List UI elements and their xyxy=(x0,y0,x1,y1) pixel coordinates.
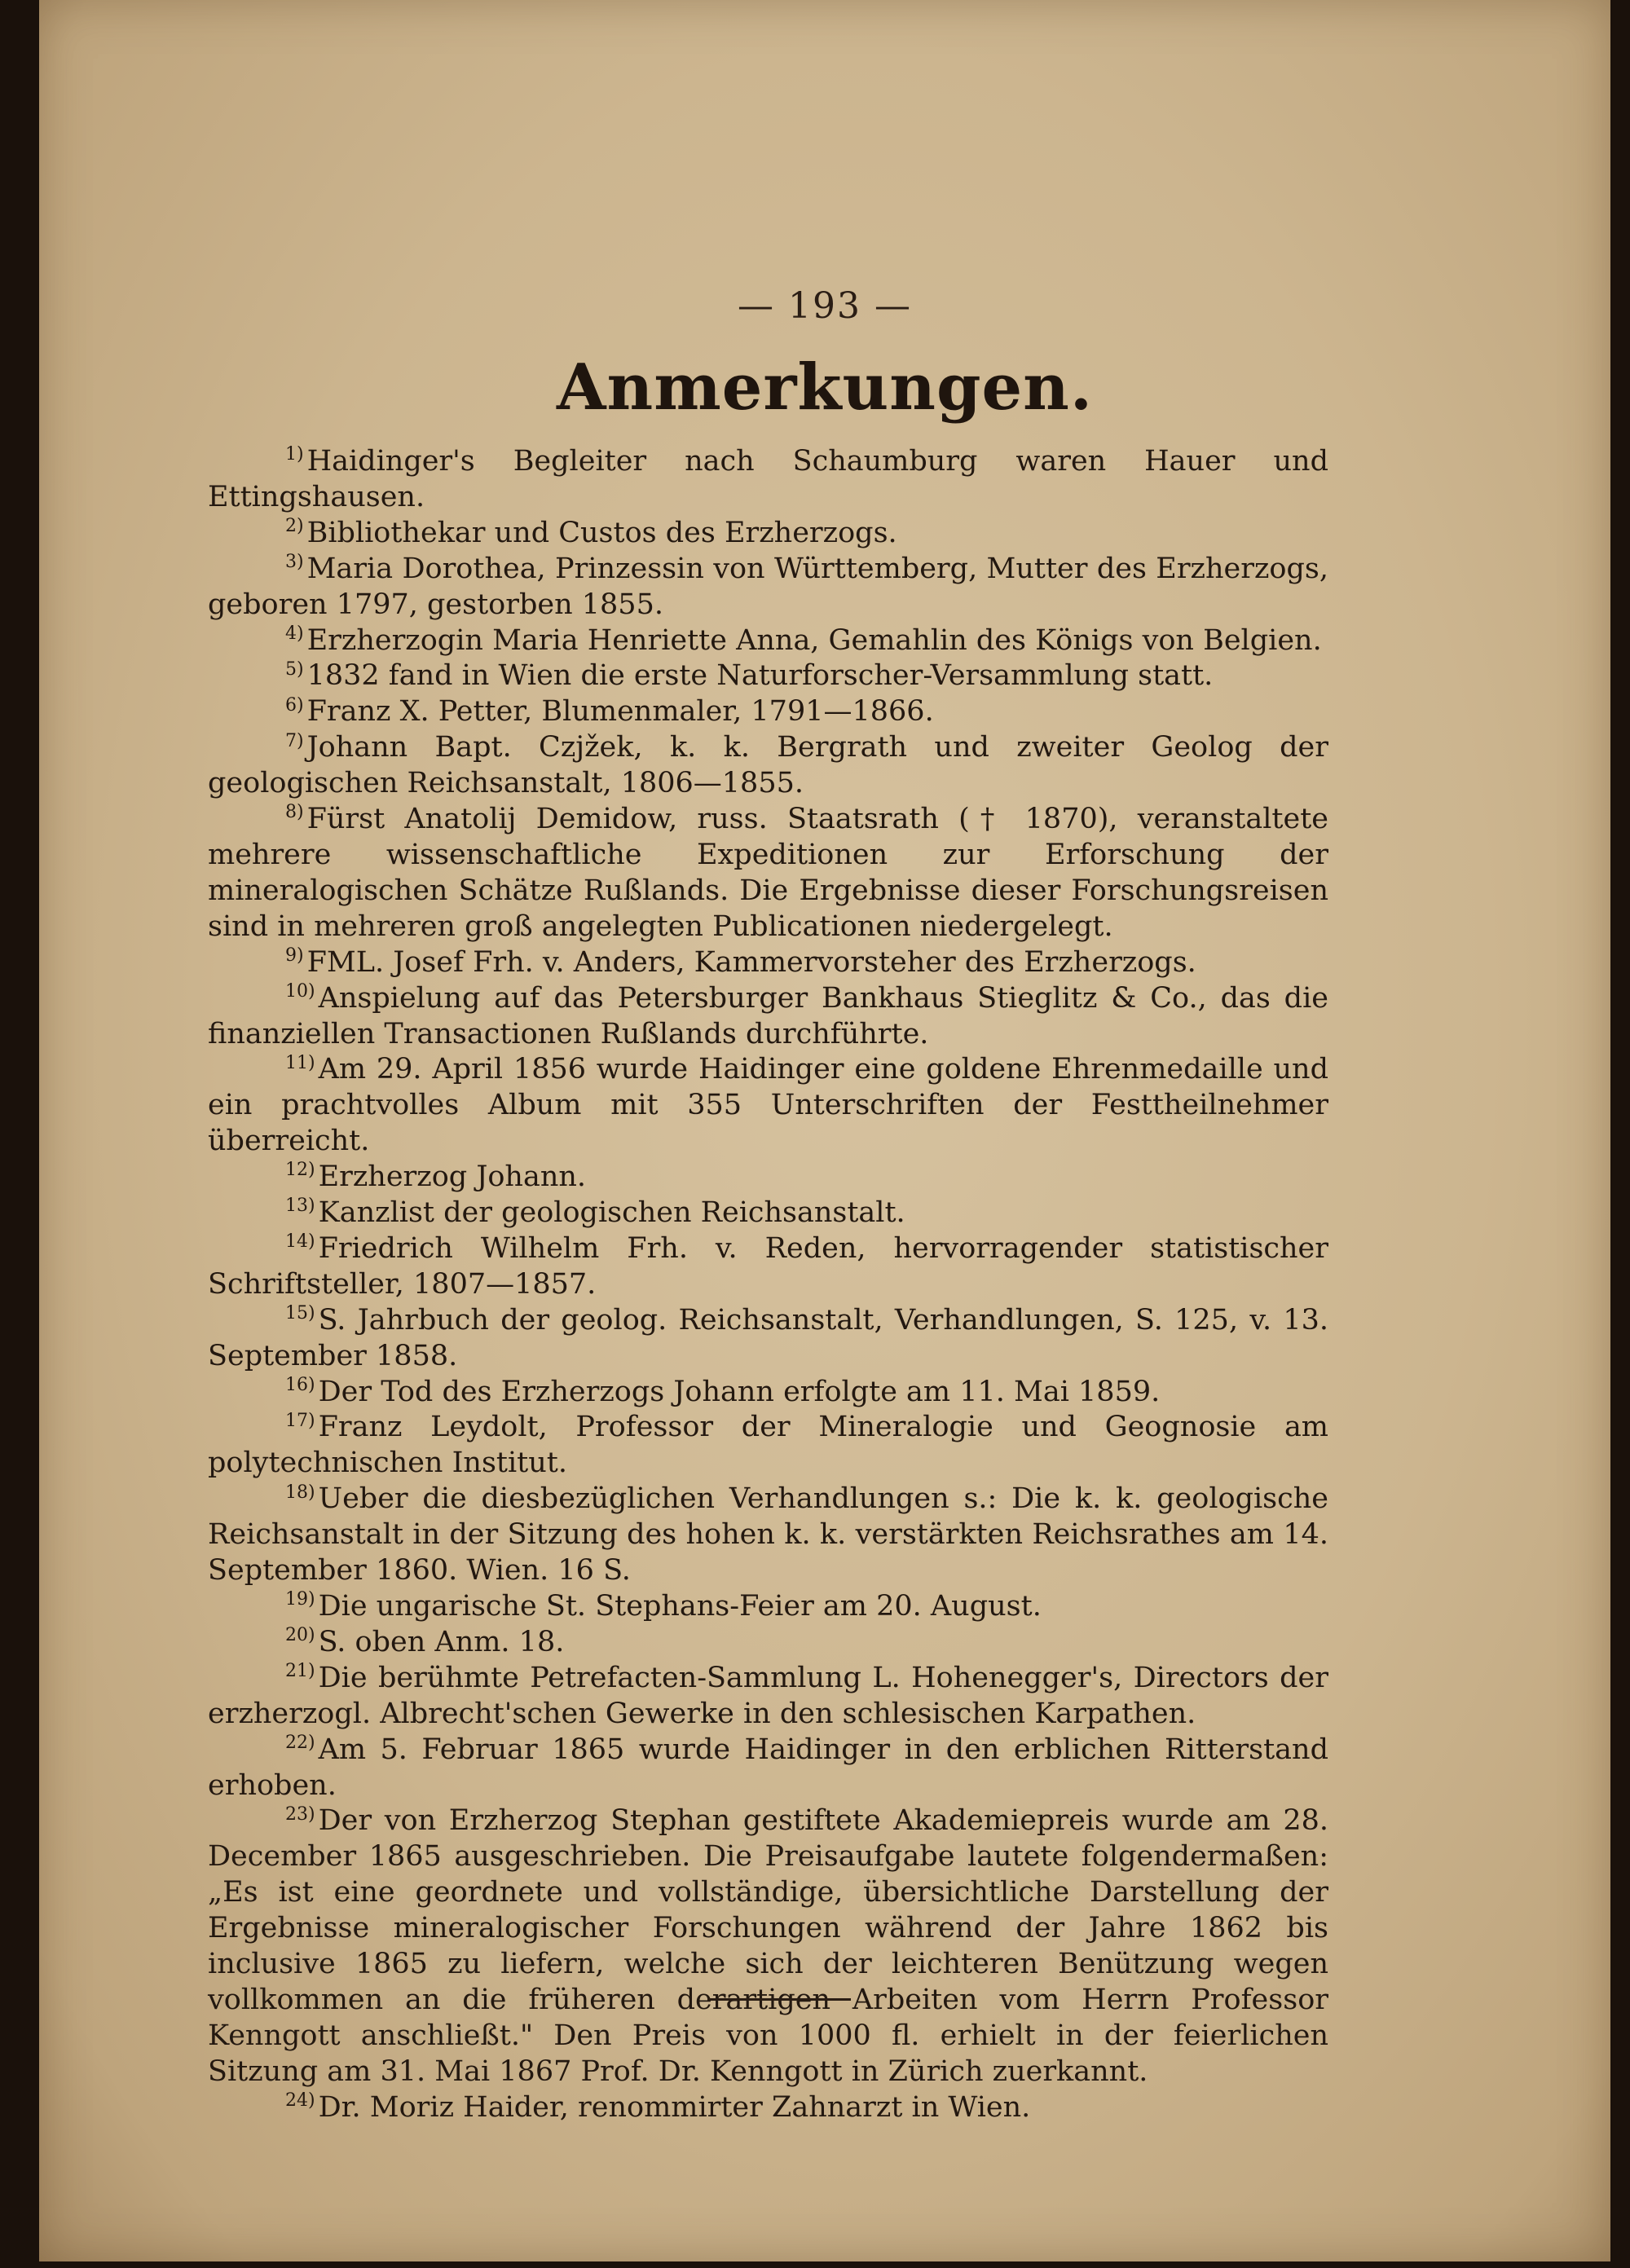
note-text: FML. Josef Frh. v. Anders, Kammervorsteher des Erzherzogs. xyxy=(306,945,1196,979)
note-marker: 19) xyxy=(285,1589,315,1610)
note-text: Erzherzogin Maria Henriette Anna, Gemahlin des Königs von Belgien. xyxy=(306,623,1322,657)
note-text: Friedrich Wilhelm Frh. v. Reden, hervorragender statistischer Schriftsteller, 1807—1857. xyxy=(208,1231,1328,1301)
note-2 xyxy=(208,516,1328,552)
note-text: S. oben Anm. 18. xyxy=(318,1625,565,1658)
note-22 xyxy=(208,1733,1328,1804)
note-text: Ueber die diesbezüglichen Verhandlungen s.: Die k. k. geologische Reichsanstalt in der Sitzung des hohen k. k. verstärkten Reichsrathes am 14. September 1860. Wien. 16 S. xyxy=(208,1482,1328,1588)
note-marker: 7) xyxy=(285,730,304,751)
note-marker: 2) xyxy=(285,516,304,537)
note-text: Franz Leydolt, Professor der Mineralogie und Geognosie am polytechnischen Institut. xyxy=(208,1411,1328,1480)
note-marker: 14) xyxy=(285,1231,315,1253)
note-text: Fürst Anatolij Demidow, russ. Staatsrath († 1870), veranstaltete mehrere wissenschaftliche Expeditionen zur Erforschung der mineralogischen Schätze Rußlands. Die Ergebnisse dieser Forschungsreisen sind in mehreren groß angelegten Publicationen niedergelegt. xyxy=(208,803,1328,943)
note-marker: 9) xyxy=(285,945,304,967)
note-text: Der Tod des Erzherzogs Johann erfolgte am 11. Mai 1859. xyxy=(318,1375,1161,1408)
note-9 xyxy=(208,945,1328,981)
note-8 xyxy=(208,802,1328,945)
note-marker: 15) xyxy=(285,1303,315,1324)
note-14 xyxy=(208,1231,1328,1303)
note-text: Haidinger's Begleiter nach Schaumburg waren Hauer und Ettingshausen. xyxy=(208,445,1328,513)
note-text: Erzherzog Johann. xyxy=(318,1160,587,1194)
note-marker: 18) xyxy=(285,1482,315,1503)
note-text: S. Jahrbuch der geolog. Reichsanstalt, Verhandlungen, S. 125, v. 13. September 1858. xyxy=(208,1303,1328,1372)
note-4 xyxy=(208,623,1328,659)
note-marker: 10) xyxy=(285,980,315,1002)
note-marker: 12) xyxy=(285,1160,315,1181)
note-text: Johann Bapt. Czjžek, k. k. Bergrath und zweiter Geolog der geologischen Reichsanstalt, 1806—1855. xyxy=(208,731,1328,800)
note-text: Die ungarische St. Stephans-Feier am 20. August. xyxy=(318,1590,1042,1623)
page-heading: Anmerkungen. xyxy=(557,350,1093,425)
note-17 xyxy=(208,1410,1328,1482)
note-13 xyxy=(208,1196,1328,1231)
note-19 xyxy=(208,1589,1328,1625)
note-text: Anspielung auf das Petersburger Bankhaus Stieglitz & Co., das die finanziellen Transactionen Rußlands durchführte. xyxy=(208,981,1328,1050)
note-7 xyxy=(208,730,1328,802)
note-20 xyxy=(208,1625,1328,1661)
note-marker: 3) xyxy=(285,552,304,573)
note-5 xyxy=(208,658,1328,694)
note-text: Franz X. Petter, Blumenmaler, 1791—1866. xyxy=(306,695,934,729)
note-16 xyxy=(208,1375,1328,1411)
page-number: — 193 — xyxy=(738,285,912,327)
closing-rule xyxy=(707,1998,851,2001)
note-12 xyxy=(208,1160,1328,1196)
note-text: Am 29. April 1856 wurde Haidinger eine goldene Ehrenmedaille und ein prachtvolles Album mit 355 Unterschriften der Festtheilnehmer überreicht. xyxy=(208,1053,1328,1158)
note-text: Dr. Moriz Haider, renommirter Zahnarzt in Wien. xyxy=(318,2090,1031,2124)
note-marker: 20) xyxy=(285,1625,315,1646)
note-text: Maria Dorothea, Prinzessin von Württemberg, Mutter des Erzherzogs, geboren 1797, gestorben 1855. xyxy=(208,552,1328,621)
note-15 xyxy=(208,1303,1328,1375)
note-text: Der von Erzherzog Stephan gestiftete Akademiepreis wurde am 28. December 1865 ausgeschrieben. Die Preisaufgabe lautete folgendermaßen: „Es ist eine geordnete und vollständige, übersichtliche Darstellung der Ergebnisse mineralogischer Forschungen während der Jahre 1862 bis inclusive 1865 zu liefern, welche sich der leichteren Benützung wegen vollkommen an die früheren derartigen Arbeiten vom Herrn Professor Kenngott anschließt." Den Preis von 1000 fl. erhielt in der feierlichen Sitzung am 31. Mai 1867 Prof. Dr. Kenngott in Zürich zuerkannt. xyxy=(208,1804,1328,2088)
notes-list xyxy=(208,444,1328,2126)
note-marker: 8) xyxy=(285,802,304,823)
note-text: Die berühmte Petrefacten-Sammlung L. Hohenegger's, Directors der erzherzogl. Albrecht'schen Gewerke in den schlesischen Karpathen. xyxy=(208,1661,1328,1730)
note-marker: 11) xyxy=(285,1052,315,1073)
note-10 xyxy=(208,981,1328,1053)
note-24 xyxy=(208,2090,1328,2126)
book-page xyxy=(39,0,1610,2261)
note-text: 1832 fand in Wien die erste Naturforscher-Versammlung statt. xyxy=(306,659,1214,693)
note-marker: 23) xyxy=(285,1803,315,1825)
note-marker: 21) xyxy=(285,1661,315,1682)
note-21 xyxy=(208,1661,1328,1733)
note-text: Am 5. Februar 1865 wurde Haidinger in den erblichen Ritterstand erhoben. xyxy=(208,1733,1328,1802)
note-text: Kanzlist der geologischen Reichsanstalt. xyxy=(318,1196,905,1230)
note-marker: 4) xyxy=(285,623,304,644)
note-3 xyxy=(208,552,1328,623)
note-text: Bibliothekar und Custos des Erzherzogs. xyxy=(306,516,897,549)
note-6 xyxy=(208,694,1328,730)
note-18 xyxy=(208,1482,1328,1589)
note-marker: 6) xyxy=(285,694,304,716)
note-marker: 24) xyxy=(285,2090,315,2112)
note-marker: 5) xyxy=(285,658,304,680)
note-marker: 22) xyxy=(285,1732,315,1753)
note-marker: 16) xyxy=(285,1374,315,1395)
note-marker: 13) xyxy=(285,1196,315,1217)
note-marker: 1) xyxy=(285,444,304,465)
note-marker: 17) xyxy=(285,1410,315,1431)
note-1 xyxy=(208,444,1328,516)
note-23 xyxy=(208,1803,1328,2090)
note-11 xyxy=(208,1052,1328,1160)
